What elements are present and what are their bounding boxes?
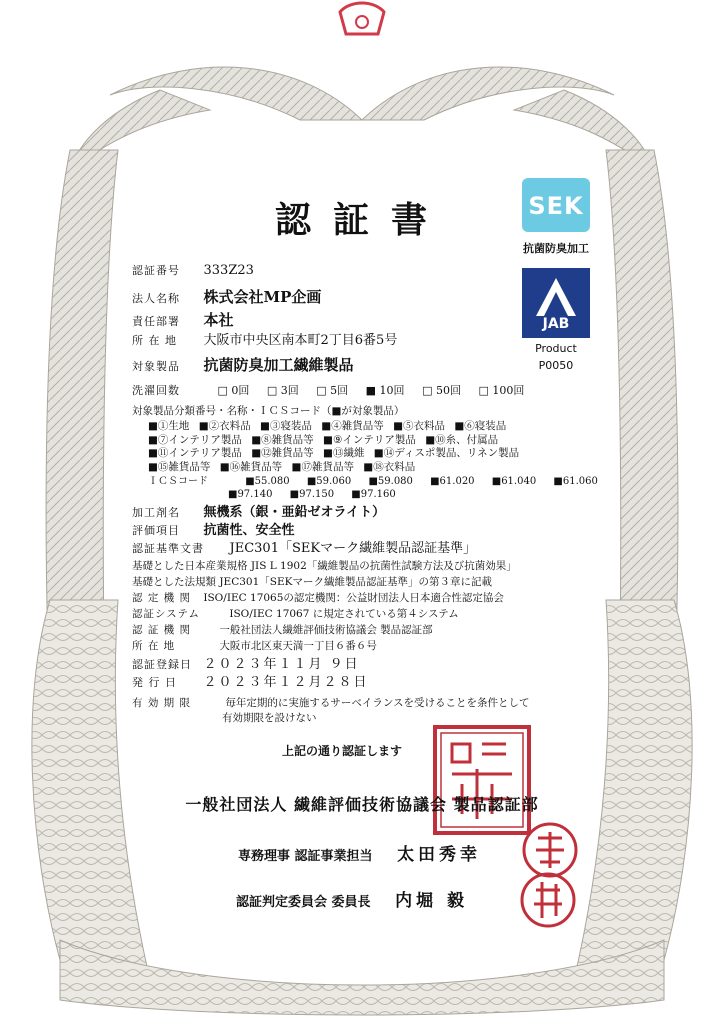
washing-row — [132, 384, 538, 398]
cert-number-row — [132, 264, 254, 278]
field-label: 所 在 地 — [132, 640, 176, 652]
ics-code: ■97.160 — [351, 489, 396, 500]
category-item: ■⑪インテリア製品 — [148, 447, 242, 459]
ics-code: ■59.080 — [368, 476, 413, 487]
field-label: 洗濯回数 — [132, 384, 180, 397]
field-label: 認 定 機 関 — [132, 592, 192, 604]
field-label: 認証番号 — [132, 264, 180, 277]
ics-label: ＩＣＳコード — [148, 476, 208, 487]
sek-logo-text: SEK — [528, 192, 584, 220]
category-list — [148, 420, 525, 474]
ics-row — [228, 489, 410, 501]
category-item: ■⑧雑貨品等 — [251, 433, 314, 446]
evaluation-row — [132, 524, 295, 538]
category-row — [148, 447, 525, 461]
field-label: 認 証 機 関 — [132, 624, 192, 636]
ics-row — [148, 476, 612, 488]
category-item: ■①生地 — [148, 420, 190, 432]
standard-row — [132, 542, 476, 556]
ics-code: ■61.040 — [491, 476, 537, 487]
washing-option: □ 0回 — [217, 384, 250, 397]
corporation-row — [132, 290, 321, 306]
field-label: 対象製品 — [132, 360, 180, 373]
category-item: ■③寝装品 — [260, 420, 312, 432]
field-label: 認証基準文書 — [132, 542, 204, 555]
issued-row — [132, 676, 369, 690]
field-label: 加工剤名 — [132, 506, 180, 519]
organization-name: 一般社団法人 繊維評価技術協議会 製品認証部 — [185, 795, 539, 814]
category-item: ■⑤衣料品 — [393, 420, 445, 432]
standard-doc: JEC301「SEKマーク繊維製品認証基準」 — [229, 541, 477, 556]
department-row — [132, 313, 234, 329]
category-item: ■⑦インテリア製品 — [148, 433, 242, 446]
agent: 無機系（銀・亜鉛ゼオライト） — [203, 505, 386, 520]
field-label: 発 行 日 — [132, 676, 177, 689]
categories-heading: 対象製品分類番号・名称・ＩＣＳコード（■が対象製品） — [132, 405, 405, 417]
category-item: ■⑯雑貨品等 — [219, 460, 283, 473]
ics-code: ■61.060 — [553, 476, 598, 487]
category-item: ■⑬繊維 — [323, 447, 365, 459]
category-item: ■⑰雑貨品等 — [291, 460, 354, 473]
address: 大阪市中央区南本町2丁目6番5号 — [203, 333, 398, 348]
registered-date: ２０２３年１１月 ９日 — [203, 657, 360, 672]
validity-line: 有効期限を設けない — [222, 712, 317, 724]
corporation-name: 株式会社MP企画 — [203, 288, 322, 306]
organization-seal — [432, 724, 532, 836]
cert-body-address-row — [132, 639, 377, 653]
registered-row — [132, 658, 360, 672]
category-item: ■⑥寝装品 — [454, 420, 507, 432]
category-item: ■⑩糸、付属品 — [425, 433, 499, 446]
product-code: P0050 — [538, 359, 574, 372]
field-label: 認証システム — [132, 608, 200, 620]
washing-option: □ 100回 — [478, 384, 525, 397]
field-label: 法人名称 — [132, 292, 180, 305]
issued-date: ２０２３年１２月２８日 — [203, 675, 369, 690]
category-item: ■④雑貨品等 — [321, 420, 384, 432]
field-label: 認証登録日 — [132, 658, 192, 671]
accreditation-row — [132, 591, 504, 605]
sek-logo — [522, 178, 590, 232]
signatory-chairman — [236, 886, 468, 911]
field-label: 責任部署 — [132, 315, 180, 328]
category-item: ■⑫雑貨品等 — [251, 447, 314, 459]
ics-code: ■55.080 — [245, 476, 290, 487]
cert-number: 333Z23 — [203, 263, 254, 278]
sek-caption: 抗菌防臭加工 — [523, 242, 589, 255]
chairman-seal — [518, 870, 578, 930]
washing-option: □ 50回 — [422, 384, 461, 397]
washing-option: □ 5回 — [316, 384, 349, 397]
product-row — [132, 358, 354, 374]
category-row — [148, 420, 525, 434]
jis-basis: 基礎とした日本産業規格 JIS L 1902「繊維製品の抗菌性試験方法及び抗菌効果」 — [132, 560, 517, 572]
category-row — [148, 461, 525, 475]
validity-line: 毎年定期的に実施するサーベイランスを受けることを条件として — [225, 697, 530, 709]
category-row — [148, 434, 525, 448]
washing-option: ■ 10回 — [365, 384, 405, 397]
cert-body-address: 大阪市北区東天満一丁目６番６号 — [219, 640, 377, 652]
product-name: 抗菌防臭加工繊維製品 — [203, 356, 354, 374]
jab-mark-icon — [522, 272, 590, 322]
agent-row — [132, 506, 385, 520]
signatory-title: 認証判定委員会 委員長 — [236, 895, 371, 910]
page-title: 認証書 — [274, 199, 449, 241]
ics-code: ■97.140 — [228, 489, 273, 500]
ics-code: ■97.150 — [289, 489, 335, 500]
signatory-name: 内堀 毅 — [395, 891, 468, 911]
category-item: ■⑱衣料品 — [363, 460, 416, 473]
logo-block — [508, 178, 604, 372]
validity-row — [132, 696, 530, 710]
field-label: 所 在 地 — [132, 334, 177, 347]
category-item: ■②衣料品 — [198, 420, 251, 432]
field-label: 有 効 期 限 — [132, 697, 192, 709]
department: 本社 — [203, 311, 234, 329]
system-row — [132, 607, 459, 621]
category-item: ■⑨インテリア製品 — [323, 433, 416, 446]
category-item: ■⑭ディスポ製品、リネン製品 — [373, 447, 520, 459]
system: ISO/IEC 17067 に規定されている第４システム — [229, 608, 459, 620]
signatory-director — [238, 840, 481, 865]
accreditation: ISO/IEC 17065の認定機関：公益財団法人日本適合性認定協会 — [203, 592, 504, 604]
signatory-name: 太田秀幸 — [397, 845, 482, 865]
ics-code: ■59.060 — [306, 476, 352, 487]
law-basis: 基礎とした法規類 JEC301「SEKマーク繊維製品認証基準」の第３章に記載 — [132, 576, 492, 588]
product-label: Product — [535, 342, 577, 355]
evaluation: 抗菌性、安全性 — [203, 523, 295, 538]
cert-body: 一般社団法人繊維評価技術協議会 製品認証部 — [219, 624, 433, 636]
cert-body-row — [132, 623, 433, 637]
field-label: 評価項目 — [132, 524, 180, 537]
closing-statement: 上記の通り認証します — [282, 744, 403, 758]
jab-logo — [522, 268, 590, 338]
ics-code: ■61.020 — [430, 476, 475, 487]
jab-logo-text: JAB — [542, 316, 570, 332]
category-item: ■⑮雑貨品等 — [148, 460, 211, 473]
washing-option: □ 3回 — [266, 384, 299, 397]
signatory-title: 専務理事 認証事業担当 — [238, 849, 373, 864]
address-row — [132, 334, 397, 348]
